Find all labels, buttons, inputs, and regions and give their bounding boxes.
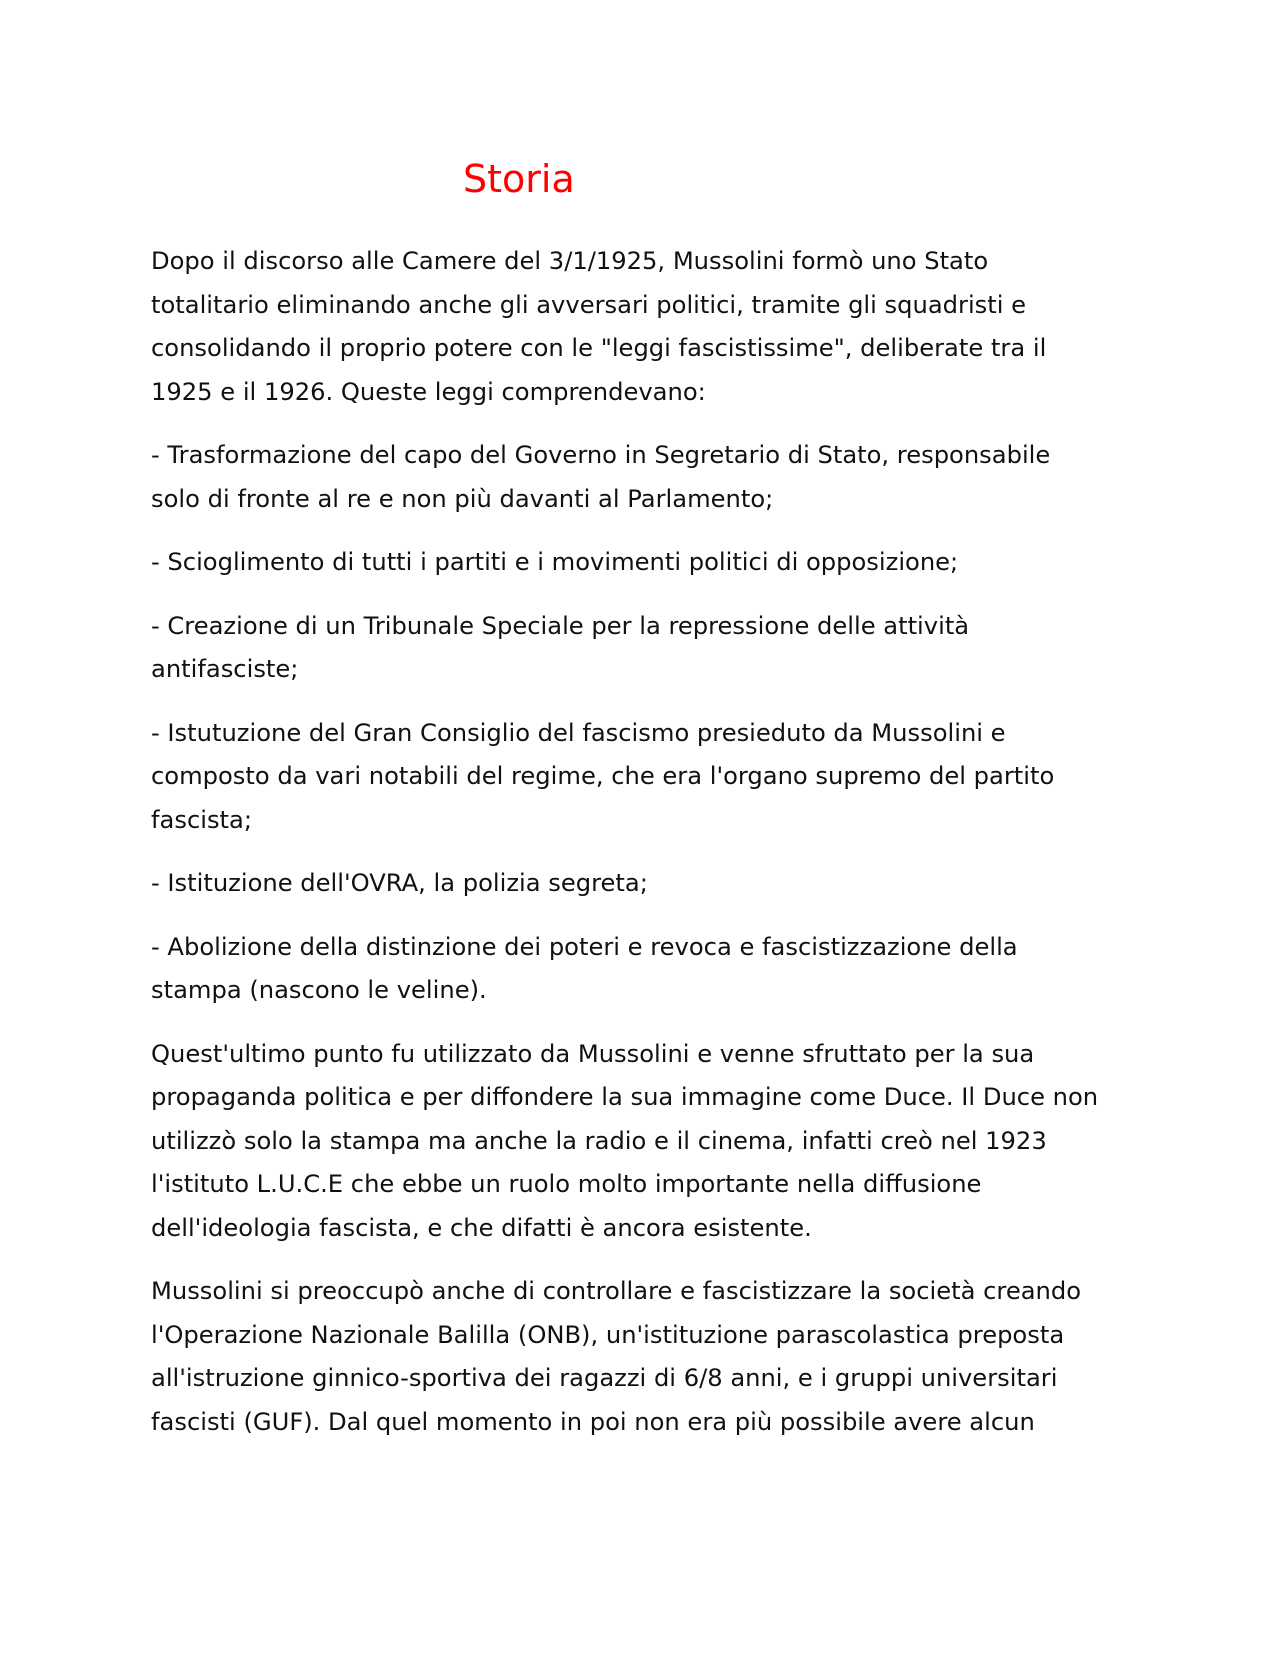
list-item-stampa	[151, 926, 1161, 1013]
text-line: - Scioglimento di tutti i partiti e i movimenti politici di opposizione;	[151, 548, 959, 576]
document-title: Storia	[463, 157, 575, 201]
list-item-gran-consiglio	[151, 712, 1161, 843]
list-item-ovra	[151, 862, 1161, 906]
text-line: utilizzò solo la stampa ma anche la radio e il cinema, infatti creò nel 1923	[151, 1126, 1047, 1155]
text-line: l'Operazione Nazionale Balilla (ONB), un'istituzione parascolastica preposta	[151, 1320, 1065, 1349]
text-line: 1925 e il 1926. Queste leggi comprendevano:	[151, 377, 706, 406]
text-line: propaganda politica e per diffondere la sua immagine come Duce. Il Duce non	[151, 1083, 1099, 1111]
paragraph-propaganda	[151, 1033, 1161, 1251]
text-line: stampa (nascono le veline).	[151, 976, 487, 1004]
text-line: fascista;	[151, 805, 253, 834]
list-item-tribunale	[151, 605, 1161, 692]
list-item-governo	[151, 434, 1161, 521]
paragraph-societa	[151, 1270, 1161, 1444]
text-line: Dopo il discorso alle Camere del 3/1/1925, Mussolini formò uno Stato	[151, 247, 989, 275]
list-item-partiti	[151, 541, 1161, 585]
text-line: solo di fronte al re e non più davanti al Parlamento;	[151, 484, 774, 513]
text-line: consolidando il proprio potere con le "leggi fascistissime", deliberate tra il	[151, 334, 1047, 362]
text-line: composto da vari notabili del regime, che era l'organo supremo del partito	[151, 762, 1055, 790]
text-line: Quest'ultimo punto fu utilizzato da Mussolini e venne sfruttato per la sua	[151, 1039, 1035, 1068]
paragraph-intro	[151, 240, 1161, 414]
text-line: dell'ideologia fascista, e che difatti è ancora esistente.	[151, 1213, 812, 1242]
text-line: - Trasformazione del capo del Governo in Segretario di Stato, responsabile	[151, 441, 1051, 469]
text-line: - Istituzione dell'OVRA, la polizia segreta;	[151, 869, 648, 897]
text-line: l'istituto L.U.C.E che ebbe un ruolo molto importante nella diffusione	[151, 1170, 982, 1198]
text-line: - Istutuzione del Gran Consiglio del fascismo presieduto da Mussolini e	[151, 718, 1006, 747]
text-line: - Creazione di un Tribunale Speciale per la repressione delle attività	[151, 611, 970, 640]
text-line: Mussolini si preoccupò anche di controllare e fascistizzare la società creando	[151, 1277, 1082, 1305]
text-line: totalitario eliminando anche gli avversari politici, tramite gli squadristi e	[151, 290, 1027, 319]
text-line: all'istruzione ginnico-sportiva dei ragazzi di 6/8 anni, e i gruppi universitari	[151, 1364, 1058, 1392]
text-line: fascisti (GUF). Dal quel momento in poi non era più possibile avere alcun	[151, 1407, 1035, 1436]
document-body	[151, 240, 1161, 1464]
text-line: - Abolizione della distinzione dei poteri e revoca e fascistizzazione della	[151, 932, 1018, 961]
text-line: antifasciste;	[151, 655, 299, 683]
